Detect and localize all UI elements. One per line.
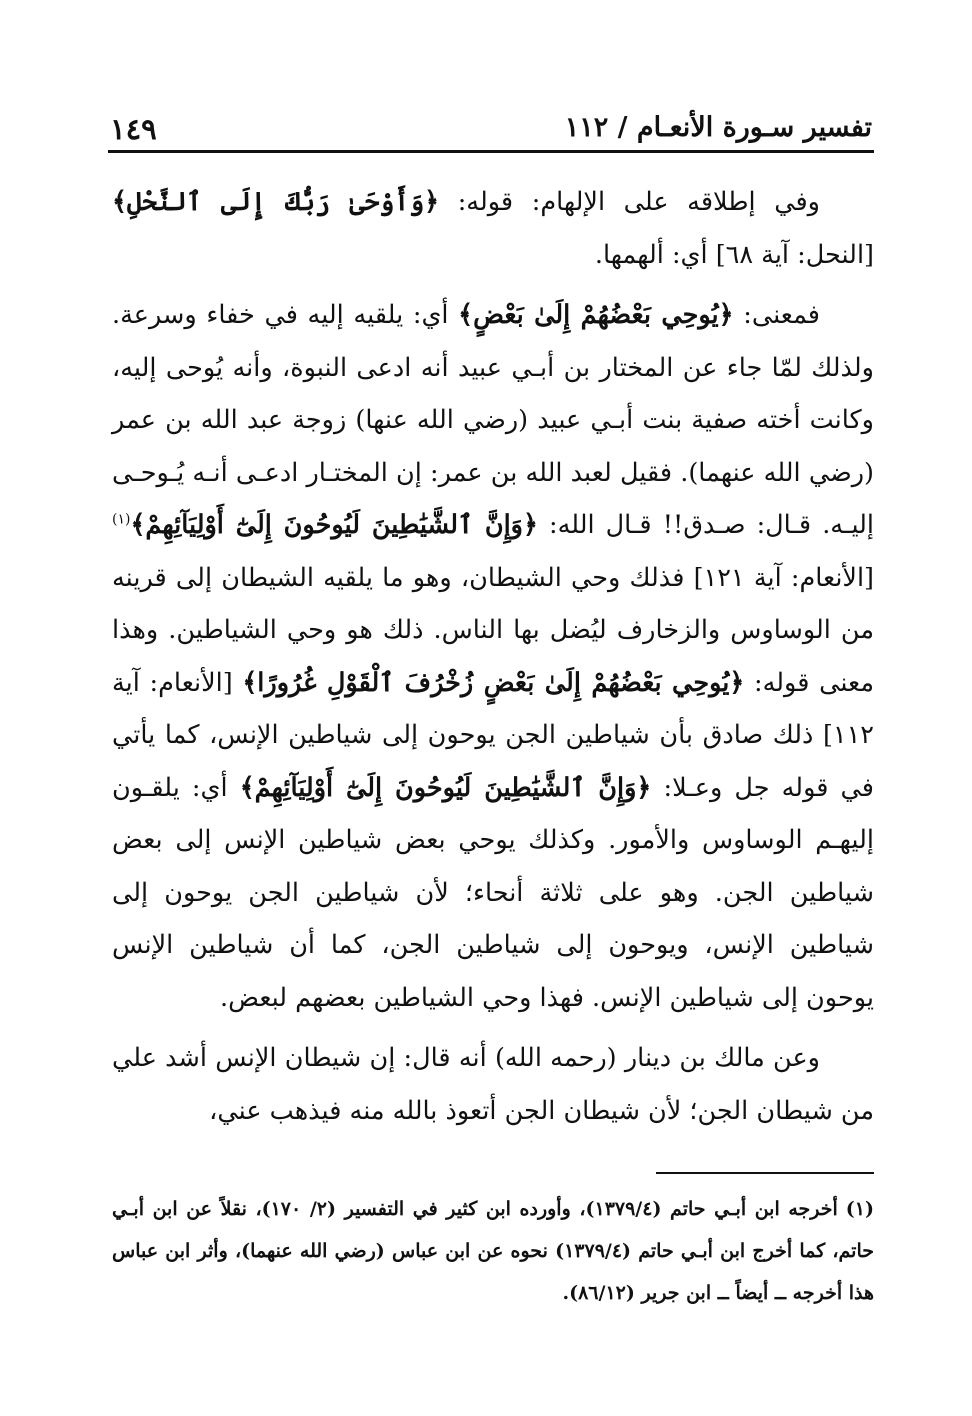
page-header (110, 112, 872, 152)
footnotes (112, 1188, 874, 1314)
page-number: ١٤٩ (110, 112, 157, 146)
paragraph (112, 289, 874, 1024)
text-run: [الأنعام: آية ١١٢] ذلك صادق بأن شياطين الجن يوحون إلى شياطين الإنس، كما يأتي في قوله جل وعـلا: (112, 667, 874, 803)
quran-verse: ﴿وَإِنَّ ٱلشَّيَٰطِينَ لَيُوحُونَ إِلَىٰٓ أَوْلِيَآئِهِمْ﴾ (130, 510, 538, 540)
text-run: أي: يلقيه إليه في خفاء وسرعة. ولذلك لمّا جاء عن المختار بن أبـي عبيد أنه ادعى النبوة، وأنه يُوحى إليه، وكانت أخته صفية بنت أبـي عبيد (رضي الله عنها) زوجة عبد الله بن عمر (رضي الله عنهما). فقيل لعبد الله بن عمر: إن المختـار ادعـى أنـه يُـوحـى إليـه. قـال: صـدق!! قـال الله: (112, 300, 874, 540)
paragraph (112, 176, 874, 281)
quran-verse: ﴿وَأَوْحَىٰ رَبُّكَ إِلَى ٱلنَّحْلِ﴾ (112, 187, 440, 217)
footnote-separator (656, 1172, 874, 1174)
footnote (112, 1188, 874, 1314)
quran-verse: ﴿يُوحِي بَعْضُهُمْ إِلَىٰ بَعْضٍ﴾ (458, 300, 734, 330)
quran-verse: ﴿وَإِنَّ ٱلشَّيَٰطِينَ لَيُوحُونَ إِلَىٰٓ أَوْلِيَآئِهِمْ﴾ (239, 772, 652, 803)
text-run: فمعنى: (733, 300, 820, 330)
running-title: تفسير سـورة الأنعـام / ١١٢ (564, 112, 872, 143)
main-text (112, 176, 874, 1137)
text-run: وعن مالك بن دينار (رحمه الله) أنه قال: إن شيطان الإنس أشد علي من شيطان الجن؛ لأن شيطان الجن أتعوذ بالله منه فيذهب عني، (112, 1043, 874, 1126)
paragraph (112, 1032, 874, 1137)
text-run: أي: يلقـون إليهـم الوساوس والأمور. وكذلك يوحي بعض شياطين الإنس إلى بعض شياطين الجن. وهو على ثلاثة أنحاء؛ لأن شياطين الجن يوحون إلى شياطين الإنس، ويوحون إلى شياطين الجن، كما أن شياطين الإنس يوحون إلى شياطين الإنس. فهذا وحي الشياطين بعضهم لبعض. (112, 772, 874, 1013)
footnote-text: أخرجه ابن أبـي حاتم (١٣٧٩/٤)، وأورده ابن كثير في التفسير (٢/ ١٧٠)، نقلاً عن ابن أبـي حاتم، كما أخرج ابن أبـي حاتم (١٣٧٩/٤) نحوه عن ابن عباس (رضي الله عنهما)، وأثر ابن عباس هذا أخرجه ــ أيضاً ــ ابن جرير (٨٦/١٢). (112, 1198, 874, 1304)
header-rule (108, 150, 874, 153)
footnote-marker: (١) (845, 1198, 874, 1220)
footnote-reference: (١) (112, 511, 131, 528)
text-run: وفي إطلاقه على الإلهام: قوله: (439, 187, 820, 217)
text-run: [النحل: آية ٦٨] أي: ألهمها. (594, 239, 874, 270)
text-run: [الأنعام: آية ١٢١] فذلك وحي الشيطان، وهو ما يلقيه الشيطان إلى قرينه من الوساوس والزخارف ليُضل بها الناس. ذلك هو وحي الشياطين. وهذا معنى قوله: (112, 562, 874, 698)
quran-verse: ﴿يُوحِي بَعْضُهُمْ إِلَىٰ بَعْضٍ زُخْرُفَ ٱلْقَوْلِ غُرُورًا﴾ (242, 667, 745, 698)
